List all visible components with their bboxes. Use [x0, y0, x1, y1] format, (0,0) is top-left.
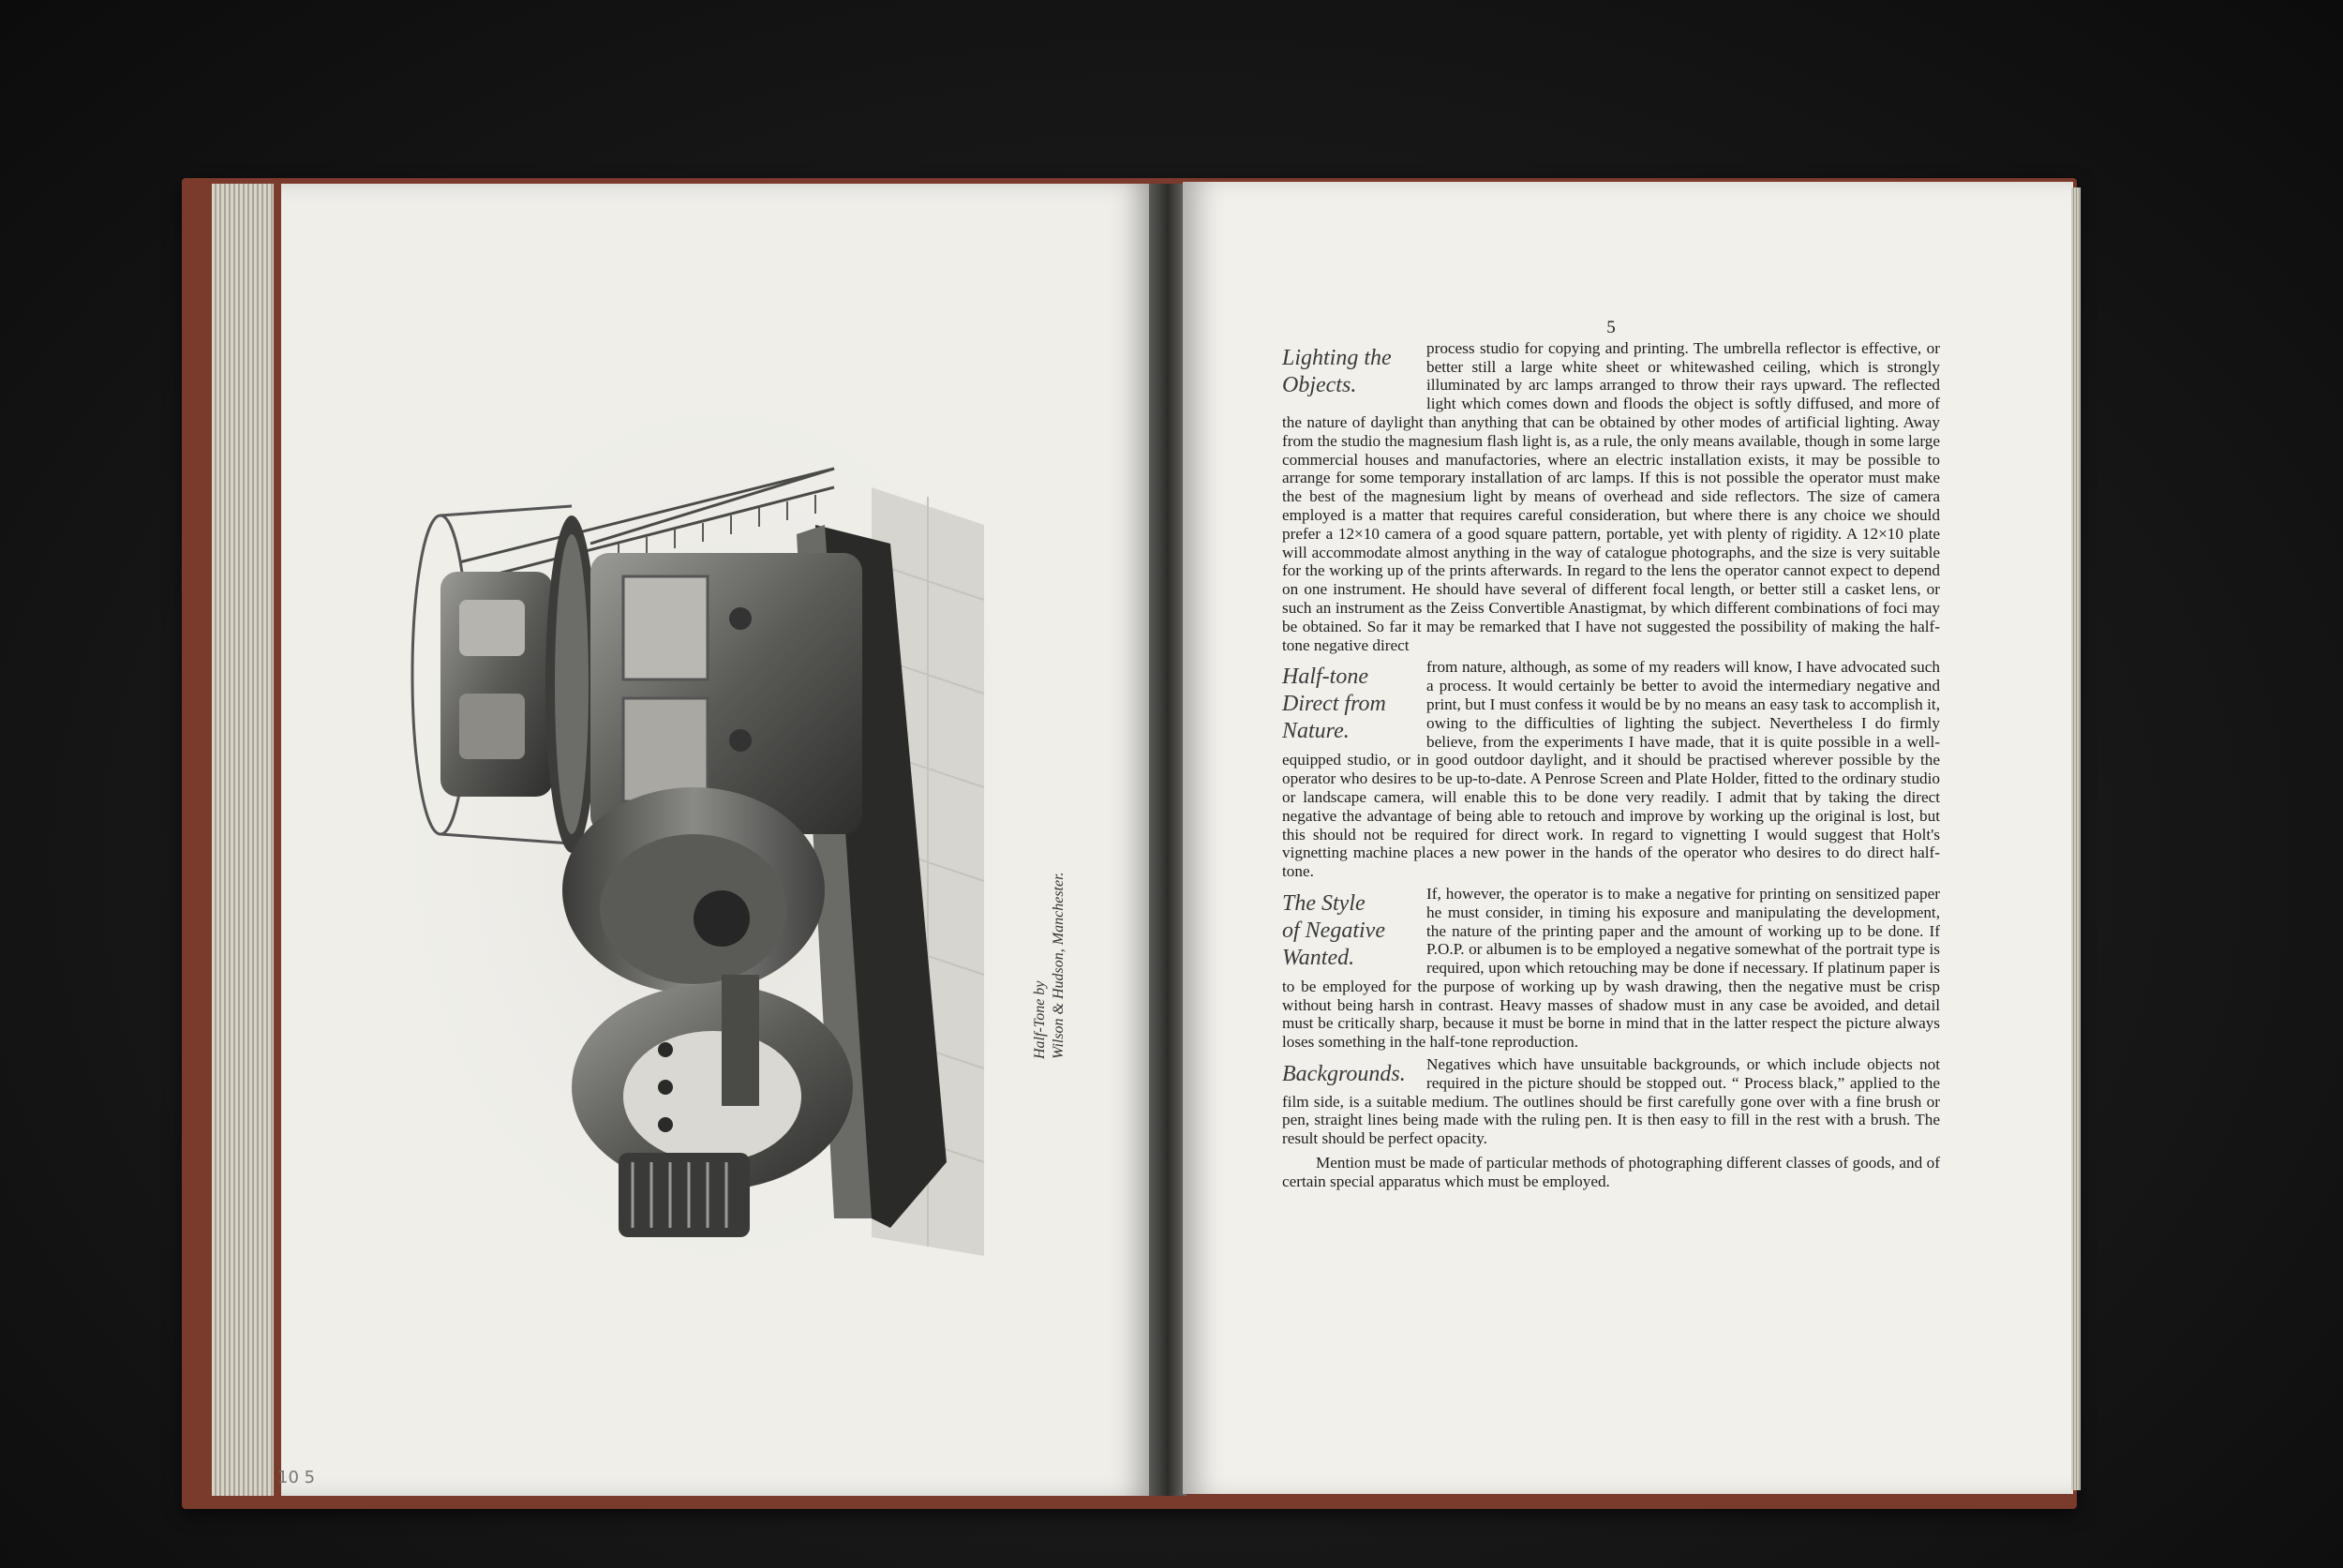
sidenote-line: Nature. — [1282, 719, 1350, 744]
engine-illustration — [384, 412, 993, 1256]
body-text — [1282, 319, 1940, 1191]
credit-line-1: Half-Tone by — [1032, 980, 1048, 1059]
pencil-note: 10 5 — [277, 1468, 316, 1487]
sidenote-backgrounds — [1282, 1055, 1423, 1088]
page-number: 5 — [1606, 318, 1616, 337]
page-edges-right — [2071, 187, 2081, 1490]
sidenote-line: The Style — [1282, 890, 1366, 916]
sidenote-half-tone — [1282, 658, 1423, 745]
credit-line-2: Wilson & Hudson, Manchester. — [1051, 872, 1067, 1059]
sidenote-line: Half-tone — [1282, 665, 1368, 690]
paragraph: from nature, although, as some of my readers will know, I have advocated such a process. It would certainly be better to avoid the intermediary negative and print, but I must confess it would be by no means an easy task to accomplish it, owing to the difficulties of lighting the subject. Nevertheless I do firmly believe, from the experiments I have made, that it is quite possible in a well-equipped studio, or in good outdoor daylight, and it should be practised wherever possible by the operator who desires to be up-to-date. A Penrose Screen and Plate Holder, fitted to the ordinary studio or landscape camera, will enable this to be done very readily. I admit that by taking the direct negative the advantage of being able to retouch and improve by working up the original is lost, but this should not be required for direct work. In regard to vignetting I would suggest that Holt's vignetting machine places a new power in the hands of the operator who desires to do direct half-tone. — [1282, 658, 1940, 881]
page-edges-left — [212, 184, 274, 1496]
sidenote-line: Wanted. — [1282, 945, 1355, 970]
section-style-negative — [1282, 885, 1940, 1052]
sidenote-style-negative — [1282, 885, 1423, 972]
sidenote-line: Objects. — [1282, 372, 1357, 397]
section-backgrounds — [1282, 1055, 1940, 1148]
sidenote-line: Lighting the — [1282, 345, 1392, 370]
sidenote-line: Backgrounds. — [1282, 1062, 1406, 1087]
paragraph: Negatives which have unsuitable backgrounds, or which include objects not required in the picture should be stopped out. “ Process black,” applied to the film side, is a suitable medium. The outlines should be first carefully gone over with a fine brush or pen, straight lines being made with the ruling pen. It is then easy to fill in the rest with a brush. The result should be perfect opacity. — [1282, 1055, 1940, 1148]
paragraph: process studio for copying and printing. The umbrella reflector is effective, or better still a large white sheet or whitewashed ceiling, which is strongly illuminated by arc lamps arranged to throw their rays upward. The reflected light which comes down and floods the object is softly diffused, and more of the nature of daylight than anything that can be obtained by other modes of artificial lighting. Away from the studio the magnesium flash light is, as a rule, the only means available, though in some large commercial houses and manufactories, where an electric installation exists, it may be possible to arrange for some temporary installation of arc lamps. If this is not possible the operator must make the best of the magnesium light by means of overhead and side reflectors. The size of camera employed is a matter that requires careful consideration, but where there is any choice we should prefer a 12×10 camera of a good square pattern, portable, yet with plenty of rigidity. A 12×10 plate will accommodate almost anything in the way of catalogue photographs, and the size is very suitable for the working up of the prints afterwards. In regard to the lens the operator cannot expect to depend on one instrument. He should have several of different focal length, or better still a casket lens, or such an instrument as the Zeiss Convertible Anastigmat, by which different combinations of foci may be obtained. So far it may be remarked that I have not suggested the possibility of making the half-tone negative direct — [1282, 338, 1940, 654]
sidenote-line: of Negative — [1282, 918, 1385, 943]
paragraph: If, however, the operator is to make a negative for printing on sensitized paper he must consider, in timing his exposure and manipulating the development, the nature of the printing paper and the amount of working up to be done. If P.O.P. or albumen is to be employed a negative somewhat of the portrait type is required, upon which retouching may be done if necessary. If platinum paper is to be employed for the purpose of working up by wash drawing, then the negative must be crisp without being harsh in contrast. Heavy masses of shadow must in any case be avoided, and detail must be critically sharp, because it must be borne in mind that in the latter respect the picture always loses something in the half-tone reproduction. — [1282, 884, 1940, 1052]
book-gutter — [1149, 184, 1186, 1496]
sidenote-lighting — [1282, 339, 1423, 399]
plate-credit — [1031, 872, 1097, 1059]
sidenote-line: Direct from — [1282, 692, 1386, 717]
section-half-tone — [1282, 658, 1940, 881]
section-lighting — [1282, 339, 1940, 655]
closing-paragraph: Mention must be made of particular methods of photographing different classes of goods, and of certain special apparatus which must be employed. — [1282, 1154, 1940, 1190]
